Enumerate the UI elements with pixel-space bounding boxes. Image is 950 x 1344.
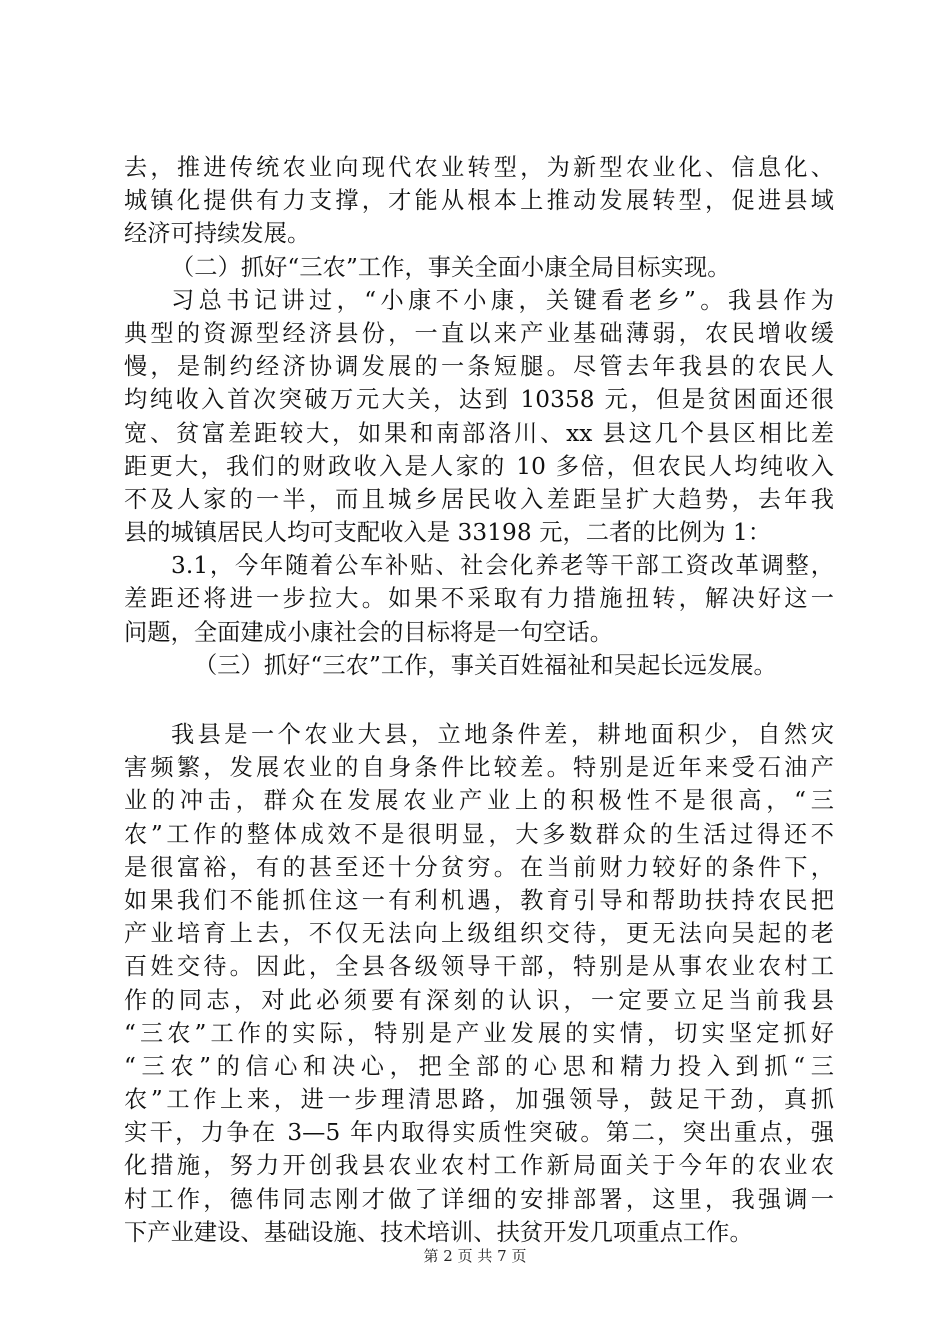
text-line: 习总书记讲过，“小康不小康，关键看老乡”。我县作为 — [171, 286, 834, 314]
text-line: 村工作，德伟同志刚才做了详细的安排部署，这里，我强调一 — [124, 1185, 834, 1213]
heading-line: （三）抓好“三农”工作，事关百姓福祉和吴起长远发展。 — [194, 651, 777, 679]
text-line: 实干，力争在 3—5 年内取得实质性突破。第二，突出重点，强 — [124, 1119, 834, 1147]
text-line: 典型的资源型经济县份，一直以来产业基础薄弱，农民增收缓 — [124, 319, 834, 347]
text-line: 业的冲击，群众在发展农业产业上的积极性不是很高，“三 — [124, 787, 834, 815]
text-line: “三农”工作的实际，特别是产业发展的实情，切实坚定抓好 — [124, 1019, 834, 1047]
text-line: 我县是一个农业大县，立地条件差，耕地面积少，自然灾 — [171, 721, 834, 748]
text-line: 宽、贫富差距较大，如果和南部洛川、xx 县这几个县区相比差 — [124, 419, 834, 447]
text-line: 化措施，努力开创我县农业农村工作新局面关于今年的农业农 — [124, 1152, 834, 1180]
text-line: 县的城镇居民人均可支配收入是 33198 元，二者的比例为 1： — [124, 519, 772, 547]
text-line: 害频繁，发展农业的自身条件比较差。特别是近年来受石油产 — [124, 754, 834, 782]
text-line: 不及人家的一半，而且城乡居民收入差距呈扩大趋势，去年我 — [124, 485, 834, 513]
text-line: 城镇化提供有力支撑，才能从根本上推动发展转型，促进县域 — [124, 187, 834, 215]
text-line: 经济可持续发展。 — [124, 220, 311, 248]
text-line: 是很富裕，有的甚至还十分贫穷。在当前财力较好的条件下， — [124, 853, 834, 881]
text-line: 百姓交待。因此，全县各级领导干部，特别是从事农业农村工 — [124, 953, 834, 981]
text-line: 农”工作的整体成效不是很明显，大多数群众的生活过得还不 — [124, 820, 834, 848]
section-heading-three — [124, 649, 834, 682]
heading-line: （二）抓好“三农”工作，事关全面小康全局目标实现。 — [171, 253, 731, 281]
text-line: 作的同志，对此必须要有深刻的认识，一定要立足当前我县 — [124, 986, 834, 1014]
page-number-footer: 第 2 页 共 7 页 — [423, 1247, 527, 1265]
text-line: 下产业建设、基础设施、技术培训、扶贫开发几项重点工作。 — [124, 1218, 753, 1246]
section-heading-two — [124, 251, 834, 284]
text-line: 农”工作上来，进一步理清思路，加强领导，鼓足干劲，真抓 — [124, 1086, 834, 1114]
blank-space — [124, 682, 834, 718]
text-line: 均纯收入首次突破万元大关，达到 10358 元，但是贫困面还很 — [124, 386, 834, 414]
paragraph-continuation — [124, 151, 834, 251]
text-line: 差距还将进一步拉大。如果不采取有力措施扭转，解决好这一 — [124, 585, 834, 613]
paragraph-agriculture-county — [124, 718, 834, 1249]
document-body — [124, 151, 834, 1249]
text-line: 慢，是制约经济协调发展的一条短腿。尽管去年我县的农民人 — [124, 353, 834, 381]
text-line: 产业培育上去，不仅无法向上级组织交待，更无法向吴起的老 — [124, 920, 834, 948]
text-line: “三农”的信心和决心，把全部的心思和精力投入到抓“三 — [124, 1052, 834, 1080]
paragraph-xiaokang — [124, 284, 834, 550]
paragraph-ratio — [124, 549, 834, 649]
text-line: 去，推进传统农业向现代农业转型，为新型农业化、信息化、 — [124, 154, 834, 181]
text-line: 距更大，我们的财政收入是人家的 10 多倍，但农民人均纯收入 — [124, 452, 834, 480]
text-line: 3.1，今年随着公车补贴、社会化养老等干部工资改革调整， — [171, 552, 834, 580]
text-line: 如果我们不能抓住这一有利机遇，教育引导和帮助扶持农民把 — [124, 886, 834, 914]
text-line: 问题，全面建成小康社会的目标将是一句空话。 — [124, 618, 614, 646]
